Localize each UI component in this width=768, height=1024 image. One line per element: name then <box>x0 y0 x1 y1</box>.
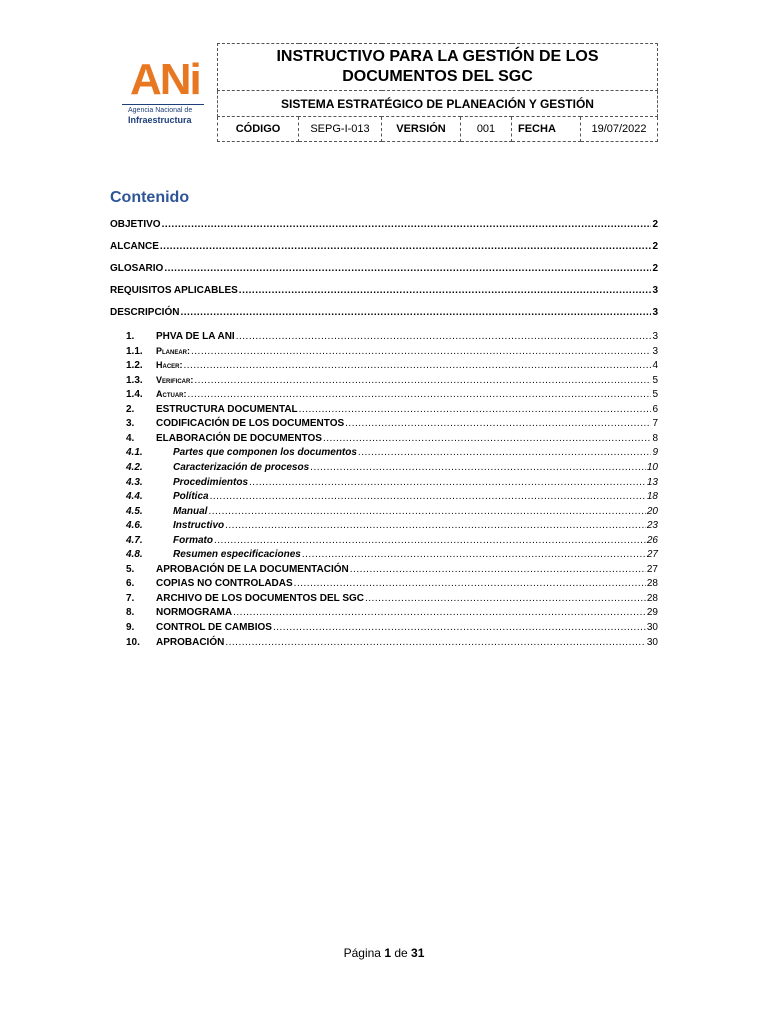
toc-leader-dots <box>310 462 646 473</box>
toc-leader-dots <box>180 307 651 318</box>
toc-entry-label: DESCRIPCIÓN <box>110 307 180 318</box>
toc-entry-number: 1.3. <box>126 374 143 386</box>
toc-leader-dots <box>194 375 651 386</box>
toc-entry-label <box>110 389 187 400</box>
page-footer <box>0 946 768 960</box>
toc-entry-text: Resumen especificaciones <box>173 549 301 561</box>
toc-entry[interactable] <box>110 491 658 502</box>
toc-entry-text: Hacer: <box>156 360 183 371</box>
toc-entry[interactable] <box>110 404 658 415</box>
toc-entry[interactable] <box>110 637 658 648</box>
toc-entry[interactable] <box>110 346 658 357</box>
toc-entry-page: 3 <box>652 331 658 342</box>
toc-entry-label <box>110 346 190 357</box>
toc-entry-text: Instructivo <box>173 520 225 532</box>
toc-entry-text: ARCHIVO DE LOS DOCUMENTOS DEL SGC <box>156 592 364 604</box>
toc-entry-label <box>110 375 193 386</box>
toc-entry[interactable] <box>110 535 658 546</box>
logo-mark: ANi <box>130 55 200 104</box>
toc-leader-dots <box>225 520 646 531</box>
logo-subtitle: Agencia Nacional de <box>128 107 193 114</box>
toc-entry-page: 28 <box>646 578 658 590</box>
fecha-label: FECHA <box>512 117 581 142</box>
toc-entry-page: 2 <box>652 219 658 230</box>
toc-leader-dots <box>323 433 652 444</box>
footer-total-pages: 31 <box>411 946 425 960</box>
toc-entry-label: OBJETIVO <box>110 219 161 230</box>
toc-leader-dots <box>350 564 646 575</box>
toc-entry-number: 3. <box>126 418 135 430</box>
toc-entry-number: 1. <box>126 331 135 342</box>
toc-entry-label <box>110 360 183 371</box>
toc-entry-label <box>110 535 213 546</box>
document-system-name: SISTEMA ESTRATÉGICO DE PLANEACIÓN Y GESTIÓN <box>218 91 658 117</box>
toc-entry-number: 8. <box>126 607 135 619</box>
toc-entry-number: 4.7. <box>126 534 143 546</box>
toc-leader-dots <box>191 346 651 357</box>
toc-entry-text: NORMOGRAMA <box>156 607 233 619</box>
toc-entry-page: 10 <box>646 461 658 473</box>
toc-leader-dots <box>214 535 646 546</box>
toc-entry[interactable] <box>110 307 658 318</box>
ani-logo <box>120 55 206 128</box>
toc-entry[interactable] <box>110 375 658 386</box>
toc-entry-text: PHVA DE LA ANI <box>156 331 235 342</box>
toc-entry-page: 9 <box>652 447 658 459</box>
toc-entry-page: 27 <box>646 549 658 561</box>
toc-leader-dots <box>273 622 646 633</box>
toc-entry-text: Caracterización de procesos <box>173 461 310 473</box>
toc-entry-number: 4.2. <box>126 461 143 473</box>
toc-entry-label <box>110 637 224 648</box>
toc-leader-dots <box>236 331 652 342</box>
toc-leader-dots <box>164 263 651 274</box>
codigo-value: SEPG-I-013 <box>299 117 382 142</box>
toc-entry[interactable] <box>110 285 658 296</box>
toc-leader-dots <box>249 477 646 488</box>
toc-entry-page: 26 <box>646 534 658 546</box>
toc-entry-text: Política <box>173 491 209 503</box>
codigo-label: CÓDIGO <box>218 117 299 142</box>
toc-entry[interactable] <box>110 462 658 473</box>
logo-divider <box>122 104 204 105</box>
toc-entry-label <box>110 607 232 618</box>
toc-entry-text: ESTRUCTURA DOCUMENTAL <box>156 403 298 415</box>
toc-entry[interactable] <box>110 331 658 342</box>
toc-entry-text: Partes que componen los documentos <box>173 447 357 459</box>
toc-entry-number: 1.1. <box>126 345 143 357</box>
toc-entry-label <box>110 462 309 473</box>
toc-entry-number: 5. <box>126 563 135 575</box>
toc-entry-number: 4.8. <box>126 549 143 561</box>
toc-entry-number: 1.4. <box>126 389 143 401</box>
toc-entry-text: ELABORACIÓN DE DOCUMENTOS <box>156 432 322 444</box>
toc-entry-text: CODIFICACIÓN DE LOS DOCUMENTOS <box>156 418 345 430</box>
toc-leader-dots <box>365 593 646 604</box>
toc-entry-text: Manual <box>173 505 208 517</box>
toc-leader-dots <box>233 607 646 618</box>
toc-entry-number: 4.4. <box>126 491 143 503</box>
toc-entry-text: Procedimientos <box>173 476 249 488</box>
toc-leader-dots <box>299 404 652 415</box>
toc-entry-text: Verificar: <box>156 374 194 385</box>
toc-entry-number: 4. <box>126 432 135 444</box>
toc-entry-label <box>110 418 344 429</box>
toc-entry[interactable] <box>110 433 658 444</box>
toc-entry-page: 29 <box>646 607 658 619</box>
toc-entry-page: 18 <box>646 491 658 503</box>
toc-leader-dots <box>162 219 652 230</box>
toc-entry-number: 7. <box>126 592 135 604</box>
toc-entry-number: 9. <box>126 622 135 633</box>
toc-entry-page: 2 <box>652 263 658 274</box>
toc-entry-label <box>110 433 322 444</box>
toc-entry[interactable] <box>110 622 658 633</box>
toc-entry-label <box>110 477 248 488</box>
toc-entry-page: 5 <box>652 374 658 386</box>
toc-entry-label <box>110 549 301 560</box>
toc-entry-label <box>110 520 224 531</box>
logo-name: Infraestructura <box>128 115 192 125</box>
document-header-table <box>217 43 658 142</box>
toc-leader-dots <box>225 637 646 648</box>
toc-entry-page: 4 <box>652 360 658 372</box>
toc-entry-page: 13 <box>646 476 658 488</box>
footer-current-page: 1 <box>384 946 391 960</box>
toc-leader-dots <box>188 389 652 400</box>
toc-entry-page: 30 <box>646 636 658 648</box>
toc-entry-text: Planear: <box>156 345 190 356</box>
toc-entry-label: GLOSARIO <box>110 263 164 274</box>
fecha-value: 19/07/2022 <box>581 117 658 142</box>
toc-leader-dots <box>294 578 646 589</box>
toc-entry-label <box>110 491 209 502</box>
toc-entry-page: 30 <box>646 622 658 633</box>
toc-entry[interactable] <box>110 477 658 488</box>
toc-entry-page: 6 <box>652 403 658 415</box>
toc-entry-text: CONTROL DE CAMBIOS <box>156 622 272 633</box>
toc-entry-page: 7 <box>652 418 658 430</box>
toc-entry-label <box>110 447 357 458</box>
toc-entry-page: 27 <box>646 563 658 575</box>
toc-entry-label <box>110 622 272 633</box>
toc-entry-number: 4.5. <box>126 505 143 517</box>
toc-entry-label <box>110 564 349 575</box>
toc-entry-label: REQUISITOS APLICABLES <box>110 285 238 296</box>
toc-entry-page: 20 <box>646 505 658 517</box>
toc-heading: Contenido <box>110 189 190 206</box>
toc-entry-page: 23 <box>646 520 658 532</box>
toc-entry-text: Actuar: <box>156 389 187 400</box>
toc-entry-text: Formato <box>173 534 213 546</box>
toc-entry[interactable] <box>110 520 658 531</box>
document-title: INSTRUCTIVO PARA LA GESTIÓN DE LOS DOCUMENTOS DEL SGC <box>218 44 658 91</box>
toc-entry-number: 4.1. <box>126 447 143 459</box>
toc-entry-text: APROBACIÓN <box>156 636 225 648</box>
toc-entry-number: 4.6. <box>126 520 143 532</box>
toc-entry-number: 10. <box>126 636 140 648</box>
toc-leader-dots <box>302 549 646 560</box>
toc-entry-label <box>110 593 364 604</box>
toc-entry-label <box>110 331 235 342</box>
toc-entry-number: 6. <box>126 578 135 590</box>
toc-entry-number: 1.2. <box>126 360 143 372</box>
toc-entry-text: APROBACIÓN DE LA DOCUMENTACIÓN <box>156 563 349 575</box>
toc-leader-dots <box>210 491 646 502</box>
toc-entry[interactable] <box>110 241 658 252</box>
toc-entry[interactable] <box>110 447 658 458</box>
toc-entry[interactable] <box>110 578 658 589</box>
toc-entry-label <box>110 404 298 415</box>
toc-entry-number: 2. <box>126 403 135 415</box>
toc-entry[interactable] <box>110 506 658 517</box>
footer-prefix: Página <box>343 946 381 960</box>
toc-entry[interactable] <box>110 389 658 400</box>
version-label: VERSIÓN <box>382 117 461 142</box>
version-value: 001 <box>461 117 512 142</box>
toc-entry-page: 8 <box>652 432 658 444</box>
toc-entry[interactable] <box>110 593 658 604</box>
toc-entry-page: 28 <box>646 592 658 604</box>
toc-entry-page: 5 <box>652 389 658 401</box>
toc-leader-dots <box>345 418 651 429</box>
toc-entry-text: COPIAS NO CONTROLADAS <box>156 578 293 590</box>
toc-entry-page: 3 <box>652 285 658 296</box>
toc-leader-dots <box>160 241 652 252</box>
toc-entry[interactable] <box>110 607 658 618</box>
toc-entry[interactable] <box>110 564 658 575</box>
toc-leader-dots <box>239 285 652 296</box>
toc-entry[interactable] <box>110 263 658 274</box>
toc-leader-dots <box>208 506 645 517</box>
toc-entry-page: 2 <box>652 241 658 252</box>
toc-entry-number: 4.3. <box>126 476 143 488</box>
toc-entry-page: 3 <box>652 307 658 318</box>
toc-entry-page: 3 <box>652 345 658 357</box>
toc-entry[interactable] <box>110 418 658 429</box>
toc-entry[interactable] <box>110 219 658 230</box>
toc-leader-dots <box>184 360 652 371</box>
toc-entry-label <box>110 578 293 589</box>
toc-entry-label <box>110 506 207 517</box>
toc-leader-dots <box>358 447 652 458</box>
toc-entry-label: ALCANCE <box>110 241 159 252</box>
toc-entry[interactable] <box>110 360 658 371</box>
footer-middle: de <box>394 946 408 960</box>
toc-entry[interactable] <box>110 549 658 560</box>
